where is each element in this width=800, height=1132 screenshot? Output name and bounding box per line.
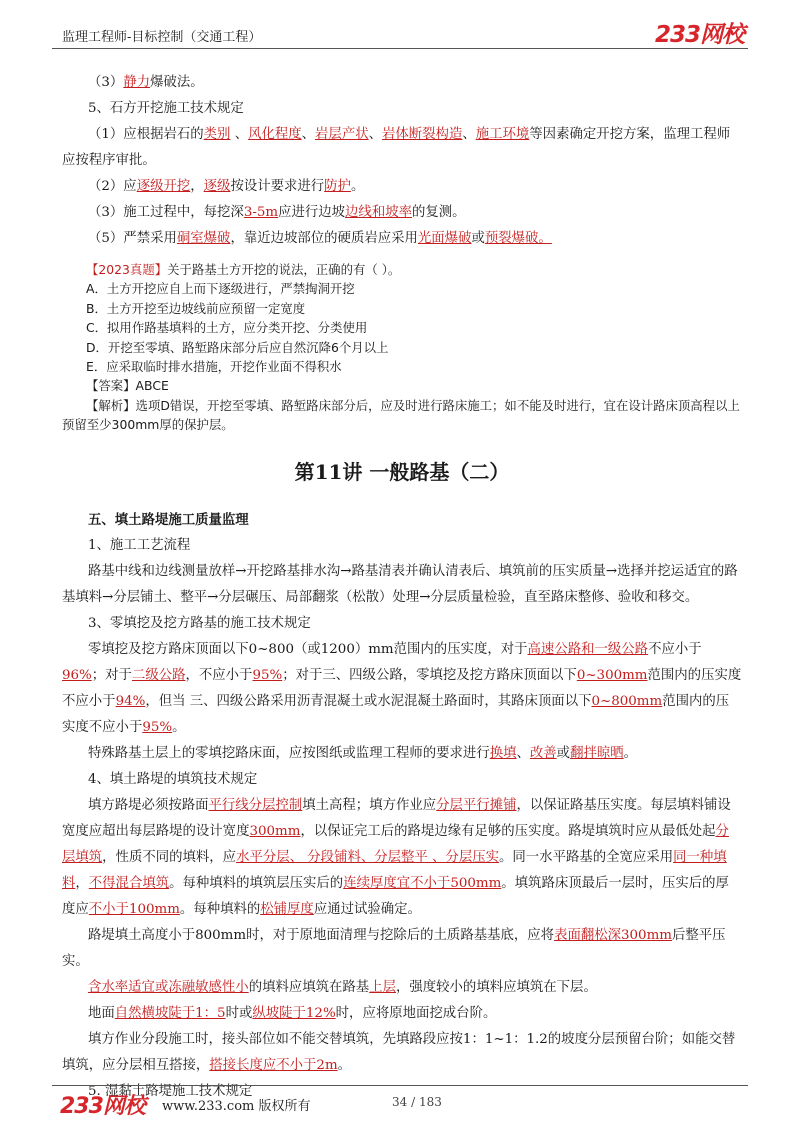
- subheading-fill-rules: 4、填土路堤的填筑技术规定: [88, 771, 258, 787]
- rule-1: （1）应根据岩石的类别 、风化程度、岩层产状、岩体断裂构造、施工环境等因素确定开挖方案，监理工程师应按程序审批。: [62, 127, 731, 168]
- section-heading-rock-excavation: 5、石方开挖施工技术规定: [88, 101, 244, 116]
- item-3-static-blasting: （3）静力爆破法。: [88, 75, 204, 90]
- header-divider: [52, 48, 748, 49]
- subheading-zero-fill: 3、零填挖及挖方路基的施工技术规定: [88, 615, 311, 631]
- header-title: 监理工程师-目标控制（交通工程）: [62, 30, 262, 45]
- lecture-title: 第11讲 一般路基（二）: [294, 459, 510, 484]
- page-number: 34 / 183: [392, 1095, 442, 1109]
- rule-5: （5）严禁采用硐室爆破，靠近边坡部位的硬质岩应采用光面爆破或预裂爆破。: [88, 231, 552, 246]
- subheading-wet-clay: 5. 湿黏土路堤施工技术规定: [88, 1083, 253, 1099]
- page-content: [62, 70, 742, 1105]
- footer-copyright: www.233.com 版权所有: [162, 1099, 311, 1114]
- rule-2: （2）应逐级开挖，逐级按设计要求进行防护。: [88, 179, 365, 194]
- fill-material-layer-text: 含水率适宜或冻融敏感性小的填料应填筑在路基上层，强度较小的填料应填筑在下层。: [88, 979, 597, 995]
- exam-option-b: B．土方开挖至边坡线前应预留一定宽度: [86, 300, 306, 316]
- exam-option-e: E．应采取临时排水措施，开挖作业面不得积水: [86, 359, 342, 375]
- segment-joint-text: 填方作业分段施工时，接头部位如不能交替填筑，先填路段应按1：1~1：1.2的坡度分层预留台阶；如能交替填筑，应分层相互搭接，搭接长度应不小于2m。: [62, 1031, 736, 1073]
- exam-answer: 【答案】ABCE: [86, 378, 169, 394]
- page-header: [52, 0, 748, 50]
- section-heading-fill-embankment: 五、填土路堤施工质量监理: [88, 511, 249, 528]
- special-subgrade-text: 特殊路基土层上的零填挖路床面，应按图纸或监理工程师的要求进行换填、改善或翻拌晾晒。: [88, 745, 638, 761]
- exam-option-c: C．拟用作路基填料的土方，应分类开挖、分类使用: [86, 320, 368, 336]
- exam-question: 【2023真题】关于路基土方开挖的说法，正确的有（ ）。: [86, 262, 401, 277]
- ground-slope-text: 地面自然横坡陡于1：5时或纵坡陡于12%时，应将原地面挖成台阶。: [88, 1005, 497, 1021]
- footer-logo[interactable]: 233网校: [60, 1094, 145, 1119]
- rule-3: （3）施工过程中，每挖深3-5m应进行边坡边线和坡率的复测。: [88, 205, 466, 220]
- exam-question-block: [62, 260, 742, 435]
- fill-rules-text: 填方路堤必须按路面平行线分层控制填土高程；填方作业应分层平行摊铺，以保证路基压实度。每层填料铺设宽度应超出每层路堤的设计宽度300mm，以保证完工后的路堤边缘有足够的压实度。路堤填筑时应从最低处起分层填筑，性质不同的填料，应水平分层、 分段铺料、分层整平 、分层压实。同一水平路基的全宽应采用同一种填料，不得混合填筑。每种填料的填筑层压实后的连续厚度宜不小于500mm。填筑路床顶最后一层时，压实后的厚度应不小于100mm。每种填料的松铺厚度应通过试验确定。: [62, 797, 731, 917]
- exam-option-a: A．土方开挖应自上而下逐级进行，严禁掏洞开挖: [86, 281, 355, 297]
- low-fill-height-text: 路堤填土高度小于800mm时，对于原地面清理与挖除后的土质路基基底，应将表面翻松深300mm后整平压实。: [62, 927, 726, 969]
- exam-tag: 【2023真题】: [86, 262, 168, 277]
- brand-logo[interactable]: 233网校: [654, 22, 744, 48]
- footer-divider: [52, 1085, 748, 1086]
- process-flow-text: 路基中线和边线测量放样→开挖路基排水沟→路基清表并确认清表后、填筑前的压实质量→选择并挖运适宜的路基填料→分层铺土、整平→分层碾压、局部翻浆（松散）处理→分层质量检验，直至路床整修、验收和移交。: [62, 563, 738, 605]
- exam-analysis: 【解析】选项D错误，开挖至零填、路堑路床部分后，应及时进行路床施工；如不能及时进行，宜在设计路床顶高程以上预留至少300mm厚的保护层。: [62, 397, 740, 433]
- zero-fill-compaction-text: 零填挖及挖方路床顶面以下0~800（或1200）mm范围内的压实度，对于高速公路和一级公路不应小于96%；对于二级公路，不应小于95%；对于三、四级公路，零填挖及挖方路床顶面以下0~300mm范围内的压实度不应小于94%，但当 三、四级公路采用沥青混凝土或水泥混凝土路面时，其路床顶面以下0~800mm范围内的压实度不应小于95%。: [62, 641, 742, 735]
- page-footer: [52, 1085, 748, 1125]
- subheading-process-flow: 1、施工工艺流程: [88, 537, 191, 553]
- exam-option-d: D．开挖至零填、路堑路床部分后应自然沉降6个月以上: [86, 339, 389, 355]
